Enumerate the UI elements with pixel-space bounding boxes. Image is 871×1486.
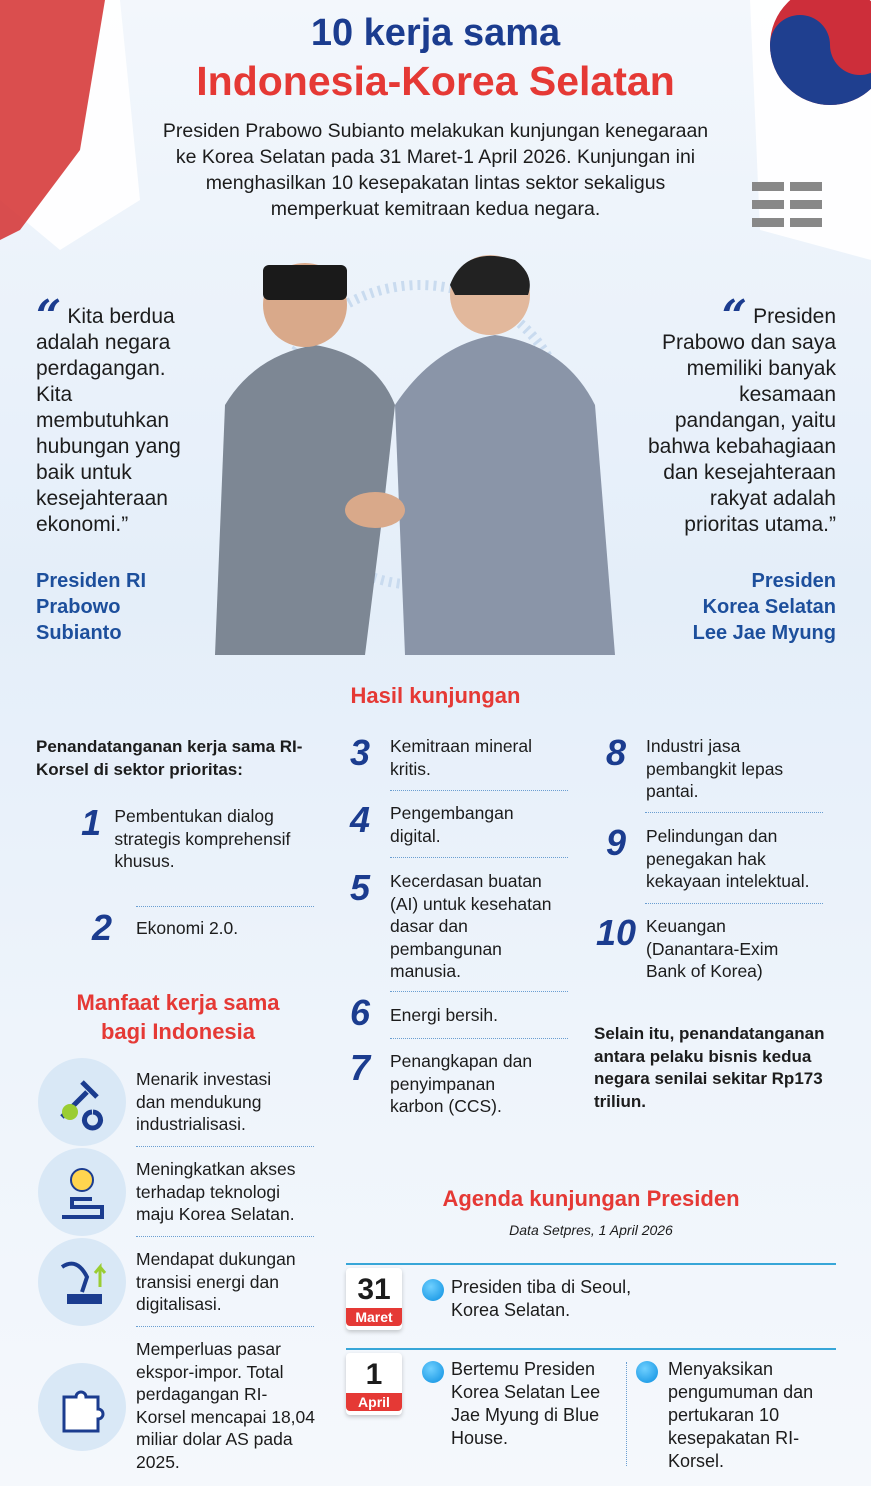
hand-switch-icon: [38, 1238, 126, 1326]
result-number: 2: [91, 907, 113, 948]
result-number: 7: [349, 1047, 371, 1088]
divider: [136, 1236, 314, 1237]
agenda-event: Presiden tiba di Seoul, Korea Selatan.: [451, 1277, 632, 1320]
result-item: [338, 867, 568, 983]
calendar-day: 1: [365, 1358, 383, 1391]
divider: [645, 812, 823, 813]
result-number: 4: [349, 799, 371, 840]
results-intro: Penandatanganan kerja sama RI-Korsel di sektor prioritas:: [36, 737, 303, 779]
attribution-lee: [693, 568, 836, 646]
result-number: 8: [605, 732, 627, 773]
quote-lee-text: Presiden Prabowo dan saya memiliki banyak kesamaan pandangan, yaitu bahwa kebahagiaan dan kesejahteraan rakyat adalah prioritas utama.”: [648, 305, 836, 536]
divider: [136, 1326, 314, 1327]
divider: [390, 790, 568, 791]
quote-prabowo: [36, 291, 201, 538]
quote-mark-icon: “: [721, 291, 748, 342]
divider: [645, 903, 823, 904]
divider: [626, 1362, 627, 1466]
agenda-source: Data Setpres, 1 April 2026: [509, 1222, 673, 1238]
attribution-line: Prabowo: [36, 596, 121, 618]
result-text: Keuangan (Danantara-Exim Bank of Korea): [646, 916, 779, 981]
attribution-line: Presiden: [751, 570, 836, 592]
result-item: [338, 732, 568, 780]
timeline-line: [346, 1263, 836, 1265]
intro-text: Presiden Prabowo Subianto melakukan kunjungan kenegaraan ke Korea Selatan pada 31 Maret-1 April 2026. Kunjungan ini menghasilkan 10 kesepakatan lintas sektor sekaligus memperkuat kemitraan kedua negara.: [162, 120, 709, 220]
result-text: Pengembangan digital.: [390, 803, 514, 846]
result-number: 3: [349, 732, 371, 773]
result-text: Pelindungan dan penegakan hak kekayaan intelektual.: [646, 826, 810, 891]
result-number: 5: [349, 867, 371, 908]
result-item: [338, 799, 568, 847]
result-text: Kecerdasan buatan (AI) untuk kesehatan dasar dan pembangunan manusia.: [390, 871, 552, 981]
calendar-day: 31: [357, 1273, 391, 1306]
business-deals-note: Selain itu, penandatanganan antara pelaku bisnis kedua negara senilai sekitar Rp173 triliun.: [594, 1024, 825, 1111]
results-heading: Hasil kunjungan: [350, 683, 521, 708]
quote-lee: [640, 291, 836, 538]
attribution-line: Korea Selatan: [702, 596, 836, 618]
result-item: [80, 907, 320, 948]
result-number: 6: [349, 992, 371, 1033]
result-number: 9: [605, 822, 627, 863]
divider: [390, 857, 568, 858]
calendar-month: Maret: [346, 1308, 402, 1326]
industry-tools-icon: [38, 1058, 126, 1146]
result-text: Penangkapan dan penyimpanan karbon (CCS).: [390, 1051, 533, 1116]
divider: [390, 991, 568, 992]
result-item: [594, 912, 834, 983]
result-text: Ekonomi 2.0.: [136, 918, 239, 938]
timeline-line: [346, 1348, 836, 1350]
result-text: Industri jasa pembangkit lepas pantai.: [646, 736, 784, 801]
bullet-dot-icon: [636, 1361, 658, 1383]
benefit-text: Memperluas pasar ekspor-impor. Total perdagangan RI-Korsel mencapai 18,04 miliar dolar AS pada 2025.: [136, 1339, 315, 1472]
calendar-month: April: [346, 1393, 402, 1411]
quote-mark-icon: “: [36, 291, 62, 342]
result-number: 10: [595, 912, 637, 953]
leaders-handshake-illustration: [195, 235, 645, 685]
title-line-1: 10 kerja sama: [310, 12, 561, 54]
calendar-icon: [346, 1268, 402, 1330]
lightbulb-stairs-icon: [38, 1148, 126, 1236]
quote-prabowo-text: Kita berdua adalah negara perdagangan. Kita membutuhkan hubungan yang baik untuk kesejahteraan ekonomi.”: [36, 305, 181, 536]
attribution-line: Lee Jae Myung: [692, 622, 836, 644]
bullet-dot-icon: [422, 1279, 444, 1301]
agenda-event: Menyaksikan pengumuman dan pertukaran 10 kesepakatan RI-Korsel.: [668, 1359, 814, 1471]
benefit-text: Menarik investasi dan mendukung industrialisasi.: [136, 1069, 272, 1134]
result-item: [338, 992, 568, 1033]
title-line-2: Indonesia-Korea Selatan: [196, 58, 675, 104]
divider: [136, 906, 314, 907]
divider: [390, 1038, 568, 1039]
bullet-dot-icon: [422, 1361, 444, 1383]
benefits-heading: Manfaat kerja sama bagi Indonesia: [76, 990, 280, 1044]
divider: [136, 1146, 314, 1147]
benefit-text: Mendapat dukungan transisi energi dan digitalisasi.: [136, 1249, 296, 1314]
attribution-prabowo: [36, 568, 146, 646]
result-item: [594, 822, 834, 893]
result-item: [338, 1047, 568, 1118]
result-item: [594, 732, 834, 803]
attribution-line: Subianto: [36, 622, 122, 644]
agenda-heading: Agenda kunjungan Presiden: [442, 1186, 740, 1211]
puzzle-icon: [38, 1363, 126, 1451]
attribution-line: Presiden RI: [36, 570, 147, 592]
result-text: Pembentukan dialog strategis komprehensif khusus.: [114, 806, 291, 871]
agenda-event: Bertemu Presiden Korea Selatan Lee Jae Myung di Blue House.: [451, 1359, 601, 1448]
result-item: [80, 802, 320, 873]
result-number: 1: [81, 802, 102, 843]
benefit-text: Meningkatkan akses terhadap teknologi maju Korea Selatan.: [136, 1159, 296, 1224]
calendar-icon: [346, 1353, 402, 1415]
result-text: Energi bersih.: [390, 1005, 498, 1025]
result-text: Kemitraan mineral kritis.: [390, 736, 532, 779]
